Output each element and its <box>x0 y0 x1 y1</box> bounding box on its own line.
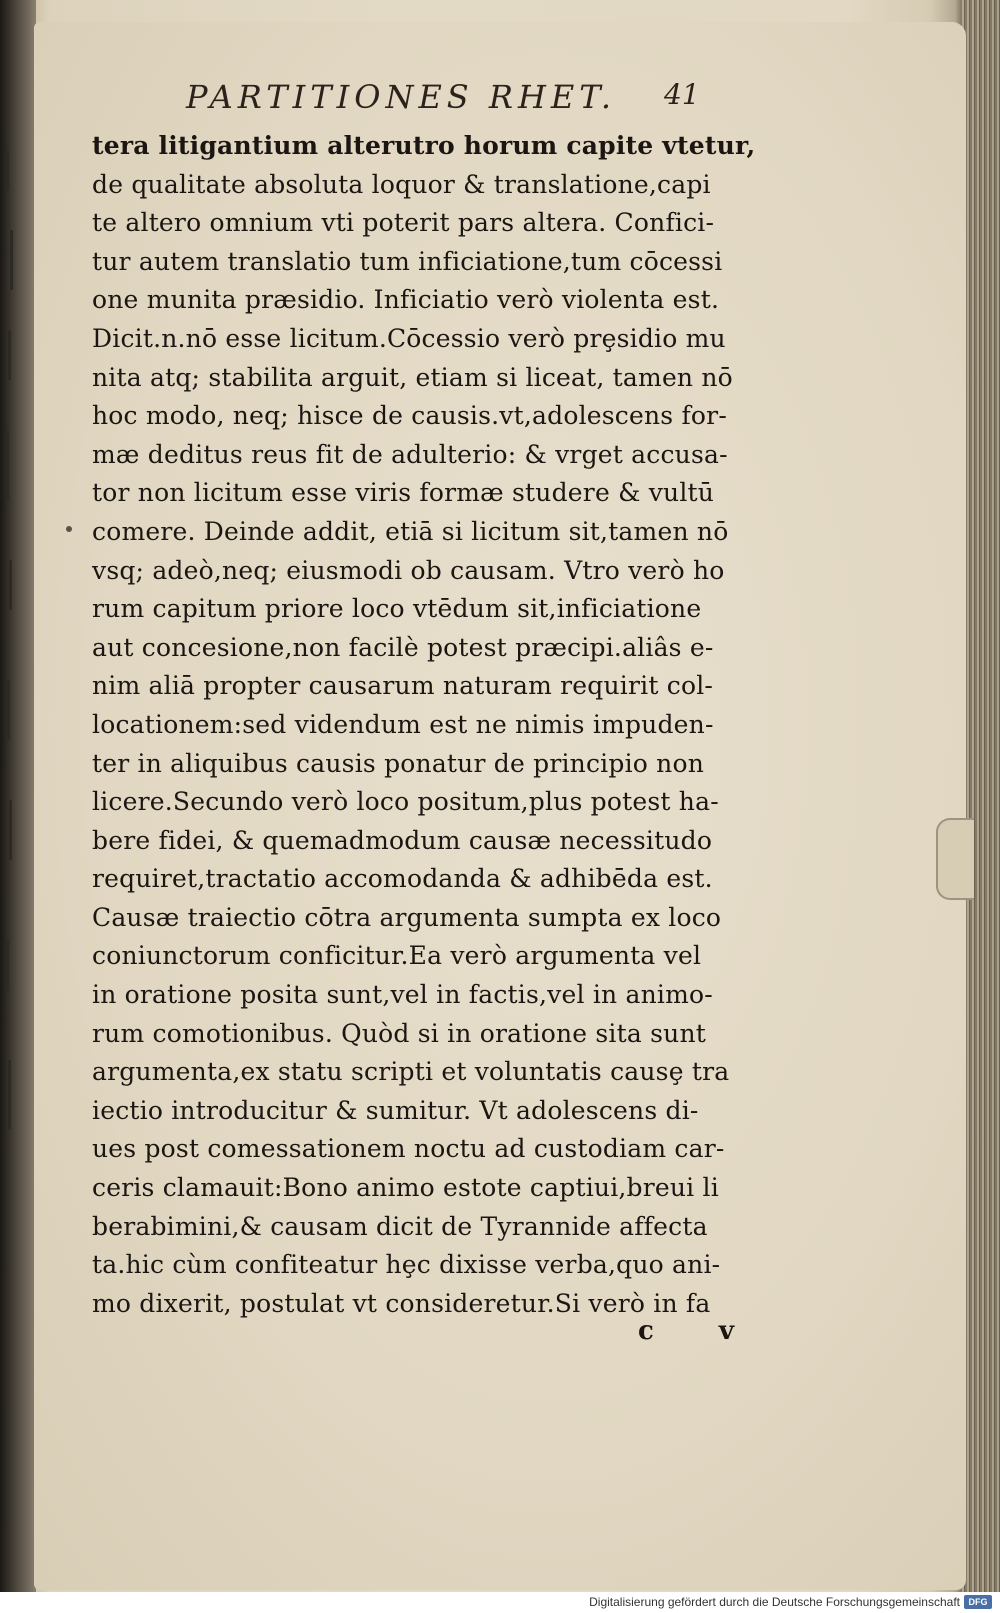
text-line: bere fidei, & quemadmodum causæ necessitudo <box>92 825 713 855</box>
text-line: licere.Secundo verò loco positum,plus potest ha- <box>92 787 719 817</box>
text-line: tur autem translatio tum inficiatione,tum cōcessi <box>92 246 723 276</box>
gutter-text-fragment <box>8 330 11 380</box>
text-line: vsq; adeò,neq; eiusmodi ob causam. Vtro verò ho <box>92 555 725 585</box>
text-line: nita atq; stabilita arguit, etiam si liceat, tamen nō <box>92 362 733 392</box>
text-line: ter in aliquibus causis ponatur de principio non <box>92 748 705 778</box>
text-line: de qualitate absoluta loquor & translatione,capi <box>92 169 711 199</box>
gutter-text-fragment <box>7 680 10 740</box>
text-line: hoc modo, neq; hisce de causis.vt,adolescens for- <box>92 401 727 431</box>
text-line: in oratione posita sunt,vel in factis,vel in animo- <box>92 980 713 1010</box>
text-line: ta.hic cùm confiteatur hȩc dixisse verba,quo ani- <box>92 1250 721 1280</box>
text-line: te altero omnium vti poterit pars altera. Confici- <box>92 208 715 238</box>
text-line: one munita præsidio. Inficiatio verò violenta est. <box>92 285 720 315</box>
body-text <box>92 127 756 1323</box>
text-line: rum capitum priore loco vtēdum sit,inficiatione <box>92 594 702 624</box>
footer-credit: Digitalisierung gefördert durch die Deutsche Forschungsgemeinschaft <box>589 1595 960 1609</box>
text-line: requiret,tractatio accomodanda & adhibēda est. <box>92 864 713 894</box>
text-line: mæ deditus reus fit de adulterio: & vrget accusa- <box>92 439 728 469</box>
gutter-text-fragment <box>10 230 13 290</box>
text-line: rum comotionibus. Quòd si in oratione sita sunt <box>92 1018 706 1048</box>
running-head: PARTITIONES RHET. <box>186 78 617 116</box>
book-clasp <box>936 818 974 900</box>
text-line: ceris clamauit:Bono animo estote captiui,breui li <box>92 1173 719 1203</box>
gutter-text-fragment <box>9 560 12 610</box>
text-line: argumenta,ex statu scripti et voluntatis causȩ tra <box>92 1057 730 1087</box>
text-line: nim aliā propter causarum naturam requirit col- <box>92 671 714 701</box>
signature-mark: c v <box>638 1316 762 1346</box>
text-line: coniunctorum conficitur.Ea verò argumenta vel <box>92 941 702 971</box>
margin-mark <box>66 526 72 532</box>
text-line: Dicit.n.nō esse licitum.Cōcessio verò prȩsidio mu <box>92 323 726 353</box>
gutter-text-fragment <box>9 800 12 860</box>
text-line: tor non licitum esse viris formæ studere & vultū <box>92 478 715 508</box>
gutter-text-fragment <box>6 150 9 190</box>
dfg-logo: DFG <box>964 1595 992 1609</box>
text-line: comere. Deinde addit, etiā si licitum sit,tamen nō <box>92 516 729 546</box>
text-line: Causæ traiectio cōtra argumenta sumpta ex loco <box>92 902 722 932</box>
text-line: berabimini,& causam dicit de Tyrannide affecta <box>92 1211 708 1241</box>
text-line: mo dixerit, postulat vt consideretur.Si verò in fa <box>92 1288 711 1318</box>
text-line: locationem:sed videndum est ne nimis impuden- <box>92 709 714 739</box>
text-line: iectio introducitur & sumitur. Vt adolescens di- <box>92 1095 699 1125</box>
gutter-text-fragment <box>6 430 9 500</box>
gutter-text-fragment <box>6 940 9 990</box>
page-edges <box>960 0 1000 1592</box>
gutter-text-fragment <box>8 1060 11 1130</box>
text-line: tera litigantium alterutro horum capite vtetur, <box>92 131 756 160</box>
text-line: aut concesione,non facilè potest præcipi.aliâs e- <box>92 632 714 662</box>
page-number: 41 <box>664 78 700 111</box>
book-gutter <box>0 0 36 1592</box>
text-line: ues post comessationem noctu ad custodiam car- <box>92 1134 725 1164</box>
